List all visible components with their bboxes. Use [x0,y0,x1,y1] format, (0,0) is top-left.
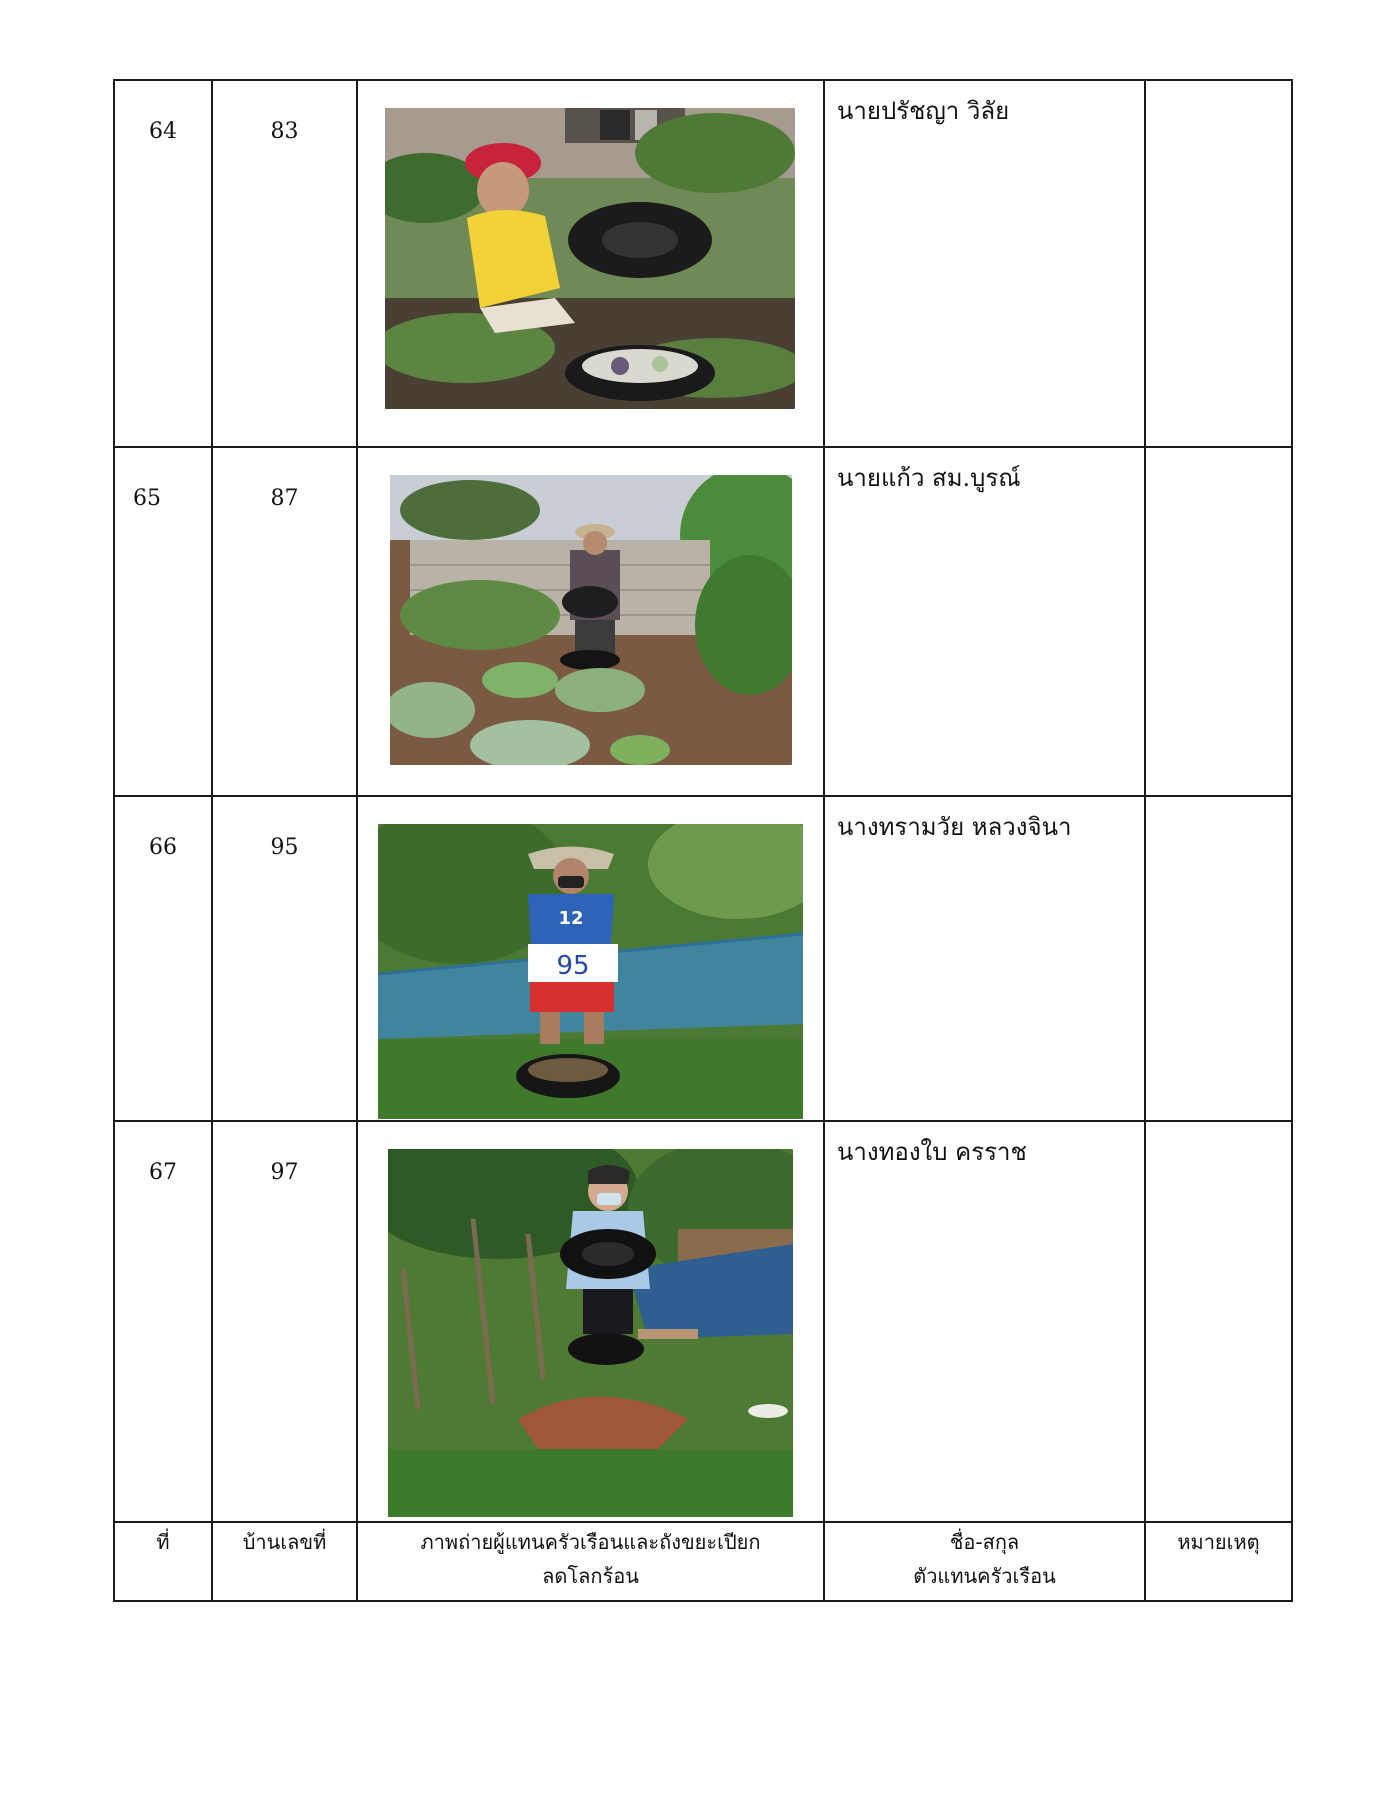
representative-name: นางทองใบ ครราช [837,1138,1027,1166]
house-number-cell [212,1121,357,1522]
house-number-cell [212,80,357,447]
row-number: 64 [149,119,177,144]
house-number-cell [212,447,357,796]
household-table [113,79,1293,1602]
row-number: 66 [149,835,177,860]
header-no [114,1522,212,1601]
row-number-cell [114,796,212,1121]
representative-name: นายแก้ว สม.บูรณ์ [837,464,1021,492]
header-name-label-line2: ตัวแทนครัวเรือน [913,1564,1056,1588]
household-photo [388,1149,793,1517]
header-note-label: หมายเหตุ [1177,1530,1260,1554]
house-number-sign: 95 [556,951,590,981]
row-number: 67 [149,1160,177,1185]
photo-cell [357,80,824,447]
header-note [1145,1522,1292,1601]
house-number: 97 [270,1160,299,1185]
note-cell [1145,80,1292,447]
house-number: 87 [270,486,299,511]
photo-cell [357,796,824,1121]
row-number: 65 [133,486,161,511]
table-header-row [114,1522,1292,1601]
header-photo [357,1522,824,1601]
house-number: 95 [270,835,299,860]
household-photo [378,824,803,1119]
photo-cell [357,1121,824,1522]
name-cell [824,447,1145,796]
house-number: 83 [270,119,299,144]
shirt-number: 12 [558,908,584,929]
header-photo-label-line2: ลดโลกร้อน [542,1564,639,1588]
table-row [114,796,1292,1121]
note-cell [1145,447,1292,796]
table-row [114,447,1292,796]
table-row [114,80,1292,447]
header-name [824,1522,1145,1601]
row-number-cell [114,447,212,796]
note-cell [1145,796,1292,1121]
table-row [114,1121,1292,1522]
photo-cell [357,447,824,796]
row-number-cell [114,80,212,447]
name-cell [824,1121,1145,1522]
household-photo [385,108,795,409]
house-number-cell [212,796,357,1121]
header-house [212,1522,357,1601]
header-no-label: ที่ [156,1530,170,1554]
representative-name: นางทรามวัย หลวงจินา [837,813,1072,841]
representative-name: นายปรัชญา วิลัย [837,97,1010,125]
header-house-label: บ้านเลขที่ [242,1530,327,1554]
note-cell [1145,1121,1292,1522]
header-name-label-line1: ชื่อ-สกุล [949,1530,1020,1554]
name-cell [824,796,1145,1121]
household-photo [390,475,792,765]
row-number-cell [114,1121,212,1522]
header-photo-label-line1: ภาพถ่ายผู้แทนครัวเรือนและถังขยะเปียก [420,1530,761,1554]
name-cell [824,80,1145,447]
